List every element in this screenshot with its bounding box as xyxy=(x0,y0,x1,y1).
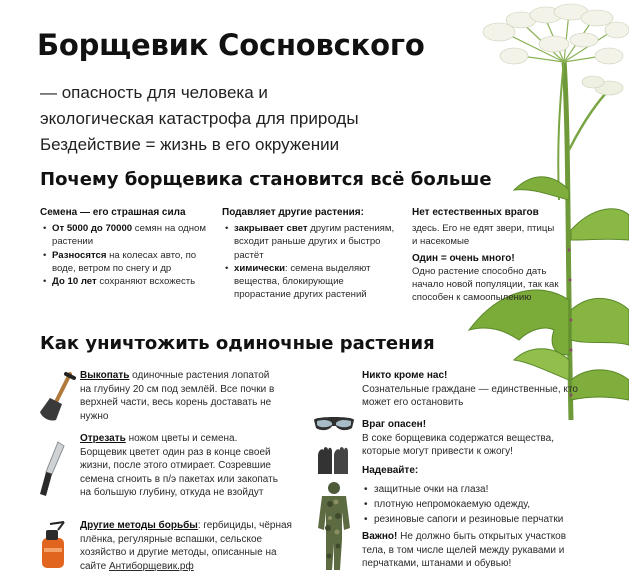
goggles-icon xyxy=(312,414,356,434)
gloves-icon xyxy=(316,446,350,476)
block-text: Сознательные граждане — единственные, кто может его остановить xyxy=(362,383,578,409)
page-title: Борщевик Сосновского xyxy=(37,28,425,62)
list-item: • плотную непромокаемую одежду, xyxy=(362,497,612,512)
subtitle-line: экологическая катастрофа для природы xyxy=(40,109,359,128)
block-heading: Враг опасен! xyxy=(362,419,427,430)
method-dig: Выкопать одиночные растения лопатой на глубину 20 см под землёй. Все почки в верхней части, весь корень доставать не нужно xyxy=(80,370,275,422)
column-heading: Подавляет другие растения: xyxy=(222,207,364,218)
section-heading-why: Почему борщевика становится всё больше xyxy=(40,169,492,190)
block-heading: Никто кроме нас! xyxy=(362,370,448,381)
list-item: • От 5000 до 70000 семян на одном растении xyxy=(40,222,218,248)
list-item: • химически: семена выделяют вещества, блокирующие прорастание других растений xyxy=(222,262,402,302)
subtitle xyxy=(40,80,359,158)
section-heading-how: Как уничтожить одиночные растения xyxy=(40,333,435,354)
column-text: Одно растение способно дать начало новой популяции, так как способен к самоопылению xyxy=(412,265,559,304)
danger-block xyxy=(362,418,587,459)
list-item: • До 10 лет сохраняют всхожесть xyxy=(40,275,218,288)
method-cut: Отрезать ножом цветы и семена. Борщевик цветет один раз в конце своей жизни, после этого отмирает. Созревшие семена сгноить в п/э пакетах или закопать на большую глубину, откуда не взойдут xyxy=(80,433,278,499)
shovel-icon xyxy=(36,372,76,424)
column-suppress xyxy=(222,206,402,301)
subtitle-line: — опасность для человека и xyxy=(40,83,268,102)
column-no-enemies xyxy=(412,206,562,304)
column-text: здесь. Его не едят звери, птицы и насекомые xyxy=(412,223,555,248)
sprayer-icon xyxy=(34,520,74,572)
nobody-block xyxy=(362,369,582,410)
block-heading: Надевайте: xyxy=(362,465,419,476)
method-other: Другие методы борьбы: гербициды, чёрная плёнка, регулярные вспашки, сельское хозяйство и другие методы, описанные на сайте Антиборщевик.рф xyxy=(80,520,292,572)
antiborshevik-link[interactable]: Антиборщевик.рф xyxy=(108,560,194,572)
list-item: • резиновые сапоги и резиновые перчатки xyxy=(362,512,612,527)
important-block: Важно! Не должно быть открытых участков тела, в том числе щелей между рукавами и перчатками, штанами и обувью! xyxy=(362,531,567,570)
column-heading: Семена — его страшная сила xyxy=(40,207,186,218)
list-item: • защитные очки на глаза! xyxy=(362,482,612,497)
wear-block xyxy=(362,464,612,527)
list-item: • Разносятся на колесах авто, по воде, ветром по снегу и др xyxy=(40,249,218,275)
list-item: • закрывает свет другим растениям, всходит раньше других и быстро растёт xyxy=(222,222,402,262)
protective-suit-icon xyxy=(314,480,354,572)
knife-icon xyxy=(38,440,68,500)
subtitle-line: Бездействие = жизнь в его окружении xyxy=(40,135,340,154)
column-heading: Нет естественных врагов xyxy=(412,207,539,218)
block-text: В соке борщевика содержатся вещества, которые могут привести к ожогу! xyxy=(362,432,554,458)
column-heading: Один = очень много! xyxy=(412,252,515,264)
column-seeds xyxy=(40,206,218,288)
